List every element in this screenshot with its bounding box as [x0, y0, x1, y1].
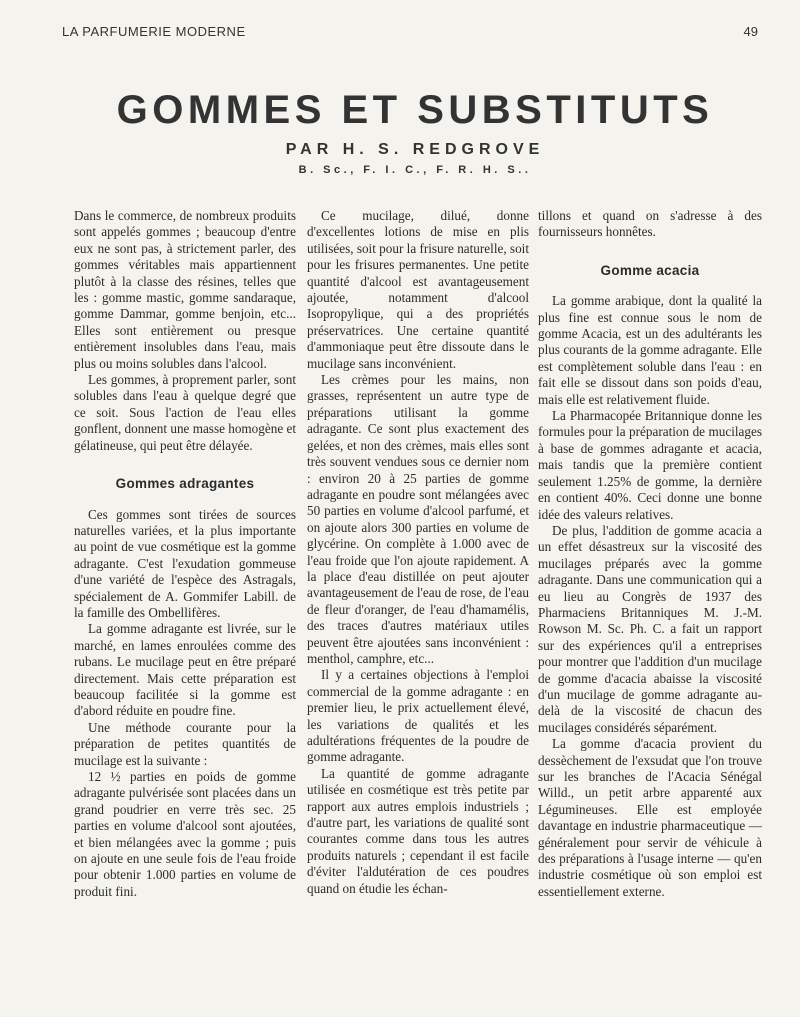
section-heading-gommes-adragantes: Gommes adragantes [115, 476, 255, 492]
section-heading-gomme-acacia: Gomme acacia [600, 262, 700, 278]
paragraph: La gomme adragante est livrée, sur le marché, en lames enroulées comme des rubans. Le mucilage peut en être préparé directement. Mais cette préparation est beaucoup facilitée si la gomme est d'abord réduite en poudre fine. [74, 621, 296, 719]
paragraph: Ce mucilage, dilué, donne d'excellentes lotions de mise en plis utilisées, soit pour la frisure naturelle, soit pour les frisures permanentes. Une petite quantité d'alcool est avantageusement ajoutée, notamment d'alcool Isopropylique, qui a des propriétés préservatrices. Une certaine quantité d'ammoniaque peut être dissoute dans le mucilage sans inconvénient. [307, 208, 529, 371]
text-column-2 [307, 208, 529, 897]
paragraph: Ces gommes sont tirées de sources naturelles variées, et la plus importante au point de vue cosmétique est la gomme adragante. C'est l'exudation gommeuse d'une variété de l'espèce des Astragals, spécialement de A. Gommifer Labill. de la famille des Ombellifères. [74, 506, 296, 620]
text-column-3 [538, 208, 762, 900]
paragraph: Une méthode courante pour la préparation de petites quantités de mucilage est la suivante : [74, 719, 296, 768]
paragraph: Les crèmes pour les mains, non grasses, représentent un autre type de préparations utilisant la gomme adragante. Ce sont plus exactement des gelées, et non des crèmes, mais elles sont très souvent vendues sous ce dernier nom : environ 20 à 25 parties de gomme adragante en poudre sont mélangées avec 50 parties en volume d'alcool parfumé, et on ajoute alors 300 parties en volume de glycérine. On complète à 1.000 avec de l'eau froide que l'on ajoute rapidement. A la place d'eau distillée on peut ajouter avantageusement de l'eau de rose, de l'eau de fleur d'oranger, de l'eau d'hamamélis, des traces d'autres matériaux utiles peuvent être ajoutées sans inconvénient : menthol, camphre, etc... [307, 372, 529, 666]
author-credentials: B. Sc., F. I. C., F. R. H. S.. [298, 164, 532, 176]
paragraph: La Pharmacopée Britannique donne les formules pour la préparation de mucilages à base de gommes adragante et acacia, mais tandis que la première contient seulement 1.25% de gomme, la dernière en contient 40%. Ceci donne une bonne idée des valeurs relatives. [538, 408, 762, 522]
paragraph: Les gommes, à proprement parler, sont solubles dans l'eau à quelque degré que ce soit. Sous l'action de l'eau elles gonflent, donnent une masse homogène et gélatineuse, qui peut être délayée. [74, 372, 296, 453]
text-column-1 [74, 208, 296, 900]
paragraph: La gomme d'acacia provient du dessèchement de l'exsudat que l'on trouve sur les branches de l'Acacia Sénégal Willd., un petit arbre apparenté aux Légumineuses. Elle est employée davantage en industrie pharmaceutique — généralement pour servir de véhicule à des préparations à l'usage interne — qu'en industrie cosmétique où son emploi est essentiellement externe. [538, 736, 762, 899]
paragraph: 12 ½ parties en poids de gomme adragante pulvérisée sont placées dans un grand poudrier en verre très sec. 25 parties en volume d'alcool sont ajoutées, et bien mélangées avec la gomme ; puis on ajoute en une seule fois de l'eau froide pour obtenir 1.000 parties en volume de produit fini. [74, 769, 296, 899]
paragraph: La quantité de gomme adragante utilisée en cosmétique est très petite par rapport aux autres emplois industriels ; d'autre part, les variations de qualité sont courantes comme dans tous les autres produits naturels ; cependant il est facile d'éviter l'aldutération de ces poudres quand on étudie les échan- [307, 765, 529, 896]
page-number: 49 [743, 24, 758, 39]
article-byline: PAR H. S. REDGROVE [285, 141, 545, 158]
paragraph: De plus, l'addition de gomme acacia a un effet désastreux sur la viscosité des mucilages préparés avec la gomme adragante. Dans une communication qui a eu lieu au Congrès de 1937 des Pharmaciens Britanniques M. J.-M. Rowson M. Sc. Ph. C. a fait un rapport sur des expériences qu'il a entreprises pour montrer que l'addition d'un mucilage de gomme d'acacia abaisse la viscosité d'un mucilage de gomme adragante au-delà de la viscosité de chacun des mucilages considérés séparément. [538, 522, 762, 735]
paragraph: Il y a certaines objections à l'emploi commercial de la gomme adragante : en premier lieu, le prix actuellement élevé, les variations de qualités et les adultérations fréquentes de la poudre de gomme adragante. [307, 667, 529, 765]
running-head: LA PARFUMERIE MODERNE [62, 24, 246, 39]
article-title: GOMMES ET SUBSTITUTS [116, 88, 714, 132]
paragraph: La gomme arabique, dont la qualité la plus fine est connue sous le nom de gomme Acacia, est un des adultérants les plus courants de la gomme adragante. Elle est complètement soluble dans l'eau : en fait elle se dissout dans son poids d'eau, mais elle est relativement fluide. [538, 293, 762, 407]
paragraph: tillons et quand on s'adresse à des fournisseurs honnêtes. [538, 208, 762, 240]
paragraph: Dans le commerce, de nombreux produits sont appelés gommes ; beaucoup d'entre eux ne sont pas, à strictement parler, des gommes véritables mais appartiennent plutôt à la classe des résines, telles que les : gomme mastic, gomme sandaraque, gomme Dammar, gomme benjoin, etc... Elles sont entièrement ou presque entièrement insolubles dans l'eau, mais plus ou moins solubles dans l'alcool. [74, 208, 296, 371]
